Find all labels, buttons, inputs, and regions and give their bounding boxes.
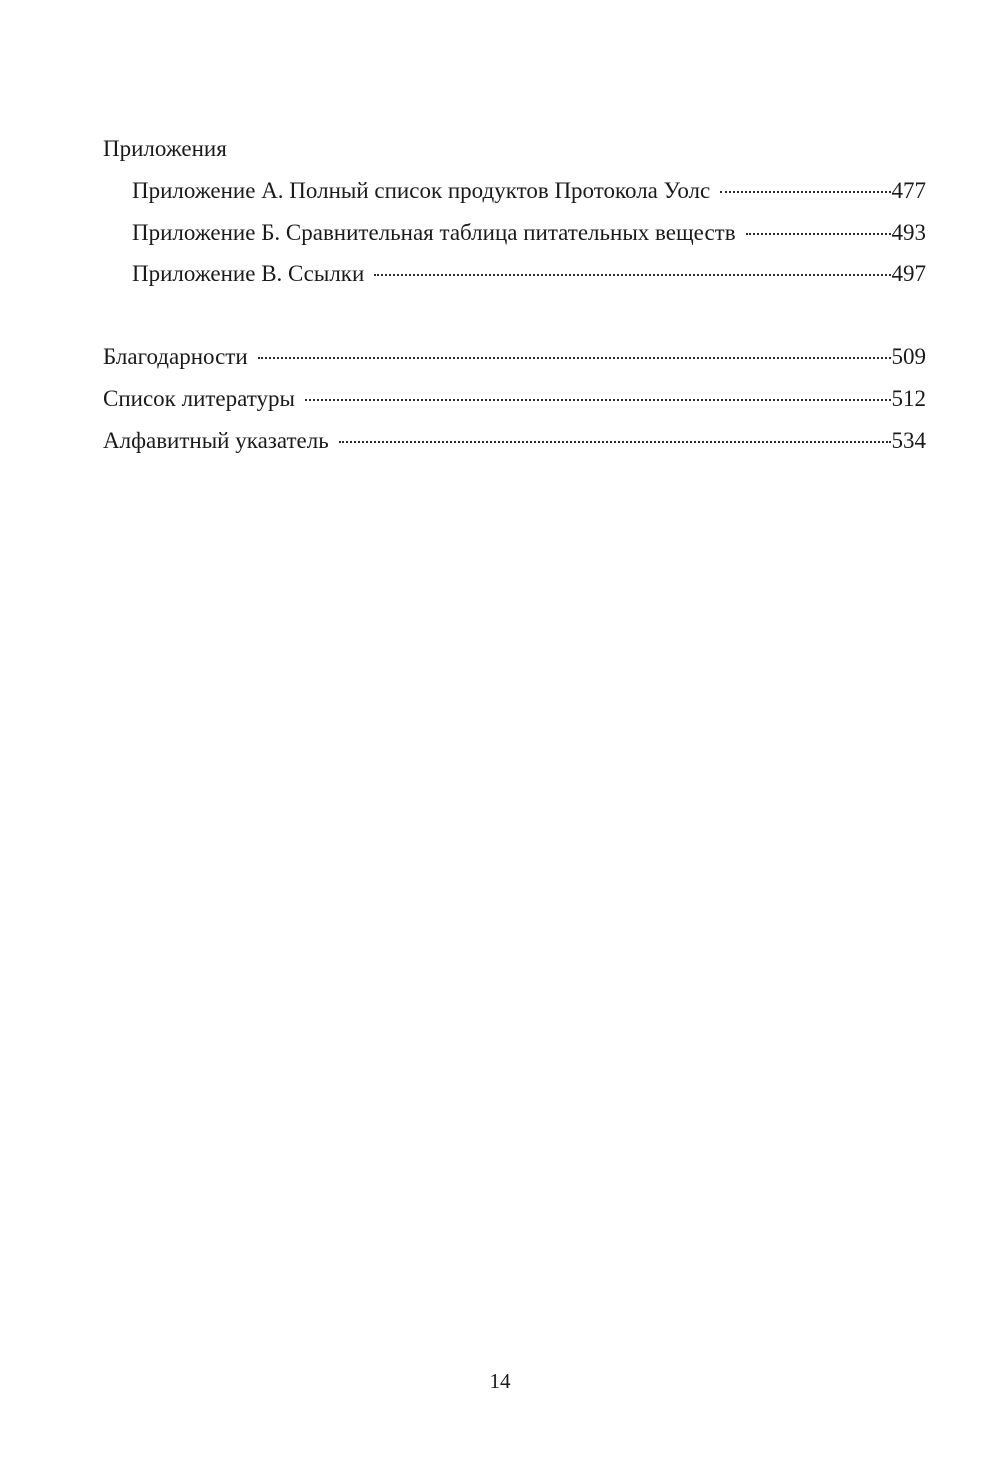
appendices-heading: Приложения [103,136,227,161]
dot-leader [258,355,891,359]
toc-entry-title: Приложение Б. Сравнительная таблица питательных веществ [132,220,736,245]
toc-entry-title: Приложение В. Ссылки [132,261,365,286]
toc-entry-bibliography [103,384,926,414]
toc-entry-page: 493 [891,220,926,245]
dot-leader [720,189,890,193]
toc-entry-page: 497 [891,261,926,286]
dot-leader [339,439,891,443]
toc-entry-index [103,426,926,456]
toc-entry-page: 477 [891,178,926,203]
toc-entry-page: 534 [891,428,926,453]
dot-leader [305,397,891,401]
dot-leader [374,272,890,276]
toc-entry-appendix-a [132,176,926,206]
toc-entry-title: Список литературы [103,386,295,411]
toc-entry-title: Приложение А. Полный список продуктов Протокола Уолс [132,178,711,203]
toc-entry-title: Благодарности [103,344,248,369]
toc-entry-appendix-c [132,259,926,289]
toc-entry-title: Алфавитный указатель [103,428,329,453]
toc-entry-page: 512 [891,386,926,411]
dot-leader [746,231,891,235]
toc-entry-appendix-b [132,218,926,248]
page-number: 14 [489,1369,511,1393]
toc-entry-acknowledgements [103,342,926,372]
toc-entry-page: 509 [891,344,926,369]
